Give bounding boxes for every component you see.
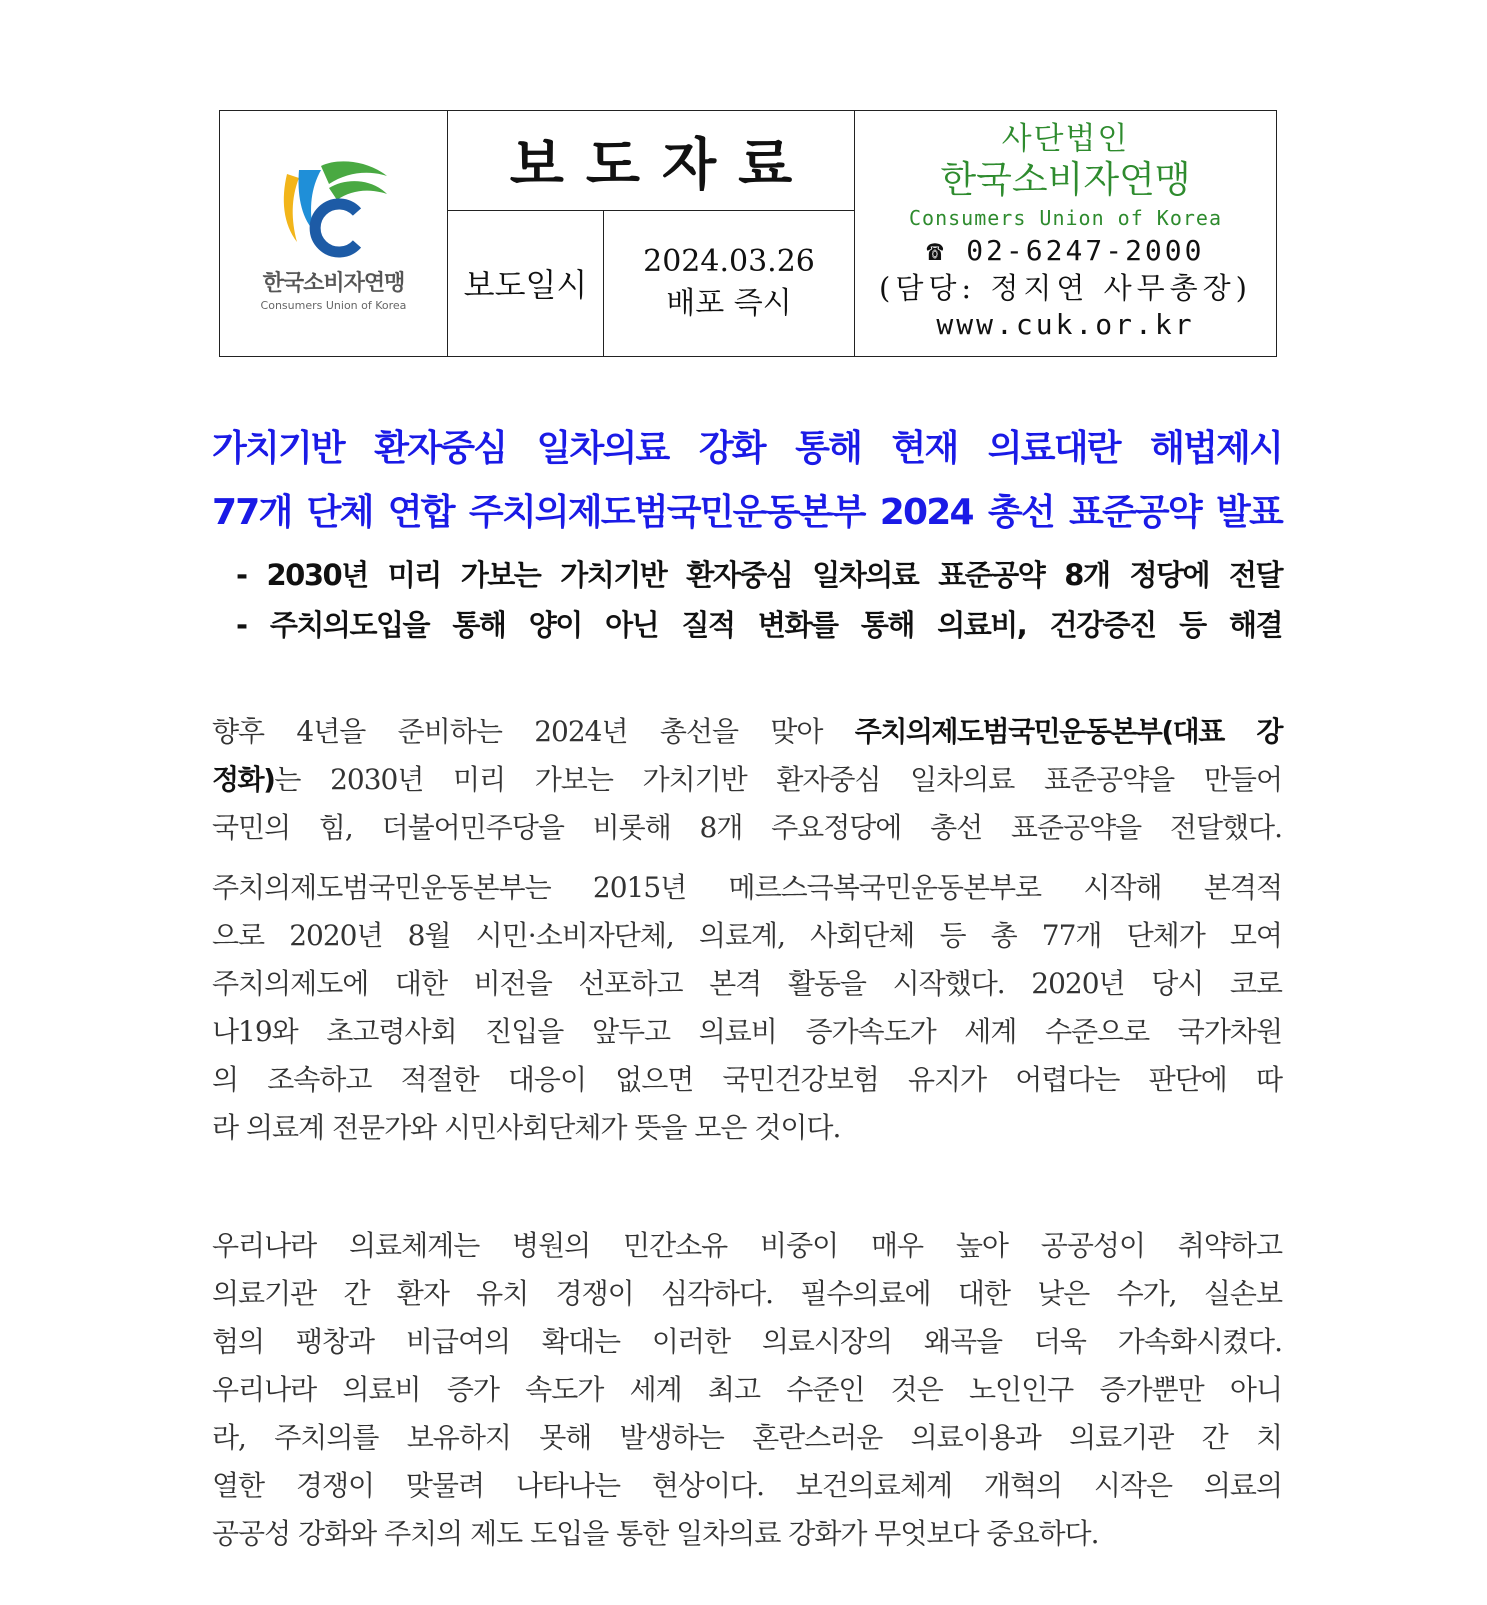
paragraph-line: 나19와 초고령사회 진입을 앞두고 의료비 증가속도가 세계 수준으로 국가차원 [212,1015,1282,1048]
text-segment: 향후 4년을 준비하는 2024년 총선을 맞아 [212,715,855,748]
bold-segment: 정화) [212,763,275,796]
paragraph-line [212,708,1282,756]
paragraph-line: 라, 주치의를 보유하지 못해 발생하는 혼란스러운 의료이용과 의료기관 간 치 [212,1421,1282,1454]
paragraph-line: 국민의 힘, 더불어민주당을 비롯해 8개 주요정당에 총선 표준공약을 전달했다. [212,811,1282,844]
release-date-value-cell [604,211,854,355]
release-date-label-cell [448,211,603,355]
org-phone-row [926,233,1204,269]
paragraph-line: 주치의제도에 대한 비전을 선포하고 본격 활동을 시작했다. 2020년 당시 코로 [212,967,1282,1000]
consumers-union-logo-icon [269,154,399,264]
doc-type [448,111,854,211]
paragraph-line [212,756,1282,804]
logo-name-ko: 한국소비자연맹 [262,271,405,296]
paragraph-line: 우리나라 의료체계는 병원의 민간소유 비중이 매우 높아 공공성이 취약하고 [212,1229,1282,1262]
paragraph-line: 으로 2020년 8월 시민·소비자단체, 의료계, 사회단체 등 총 77개 단체가 모여 [212,919,1282,952]
text-segment: 는 2030년 미리 가보는 가치기반 환자중심 일차의료 표준공약을 만들어 [274,763,1282,796]
logo [220,111,447,355]
paragraph-3 [212,1222,1282,1558]
org-phone: 02-6247-2000 [966,234,1205,267]
release-timing: 배포 즉시 [666,286,792,321]
release-date: 2024.03.26 [643,244,815,279]
phone-icon: ☎ [926,234,967,267]
subheadline-2: - 주치의도입을 통해 양이 아닌 질적 변화를 통해 의료비, 건강증진 등 해결 [236,608,1282,642]
header-table [219,110,1277,357]
paragraph-line: 의료기관 간 환자 유치 경쟁이 심각하다. 필수의료에 대한 낮은 수가, 실손보 [212,1277,1282,1310]
doc-type-label: 보도자료 [509,132,815,198]
org-url[interactable]: www.cuk.or.kr [936,308,1195,341]
paragraph-line: 의 조속하고 적절한 대응이 없으면 국민건강보험 유지가 어렵다는 판단에 따 [212,1063,1282,1096]
subheadline-1: - 2030년 미리 가보는 가치기반 환자중심 일차의료 표준공약 8개 정당에 전달 [236,558,1282,592]
headline-2: 77개 단체 연합 주치의제도범국민운동본부 2024 총선 표준공약 발표 [212,492,1282,533]
org-name-en: Consumers Union of Korea [909,206,1222,230]
release-date-label: 보도일시 [463,266,588,304]
paragraph-line: 험의 팽창과 비급여의 확대는 이러한 의료시장의 왜곡을 더욱 가속화시켰다. [212,1325,1282,1358]
org-name: 한국소비자연맹 [940,158,1191,201]
org-info [855,111,1276,355]
paragraph-line: 주치의제도범국민운동본부는 2015년 메르스극복국민운동본부로 시작해 본격적 [212,871,1282,904]
bold-segment: 주치의제도범국민운동본부(대표 강 [854,715,1282,748]
paragraph-2 [212,864,1282,1152]
headline-1: 가치기반 환자중심 일차의료 강화 통해 현재 의료대란 해법제시 [212,428,1282,469]
logo-name-en: Consumers Union of Korea [260,299,407,312]
org-contact: (담당: 정지연 사무총장) [879,271,1252,305]
paragraph-1 [212,708,1282,852]
paragraph-line: 우리나라 의료비 증가 속도가 세계 최고 수준인 것은 노인인구 증가뿐만 아니 [212,1373,1282,1406]
paragraph-line: 열한 경쟁이 맞물려 나타나는 현상이다. 보건의료체계 개혁의 시작은 의료의 [212,1469,1282,1502]
paragraph-line: 공공성 강화와 주치의 제도 도입을 통한 일차의료 강화가 무엇보다 중요하다. [212,1517,1099,1550]
org-type: 사단법인 [1001,121,1130,157]
paragraph-line: 라 의료계 전문가와 시민사회단체가 뜻을 모은 것이다. [212,1111,841,1144]
